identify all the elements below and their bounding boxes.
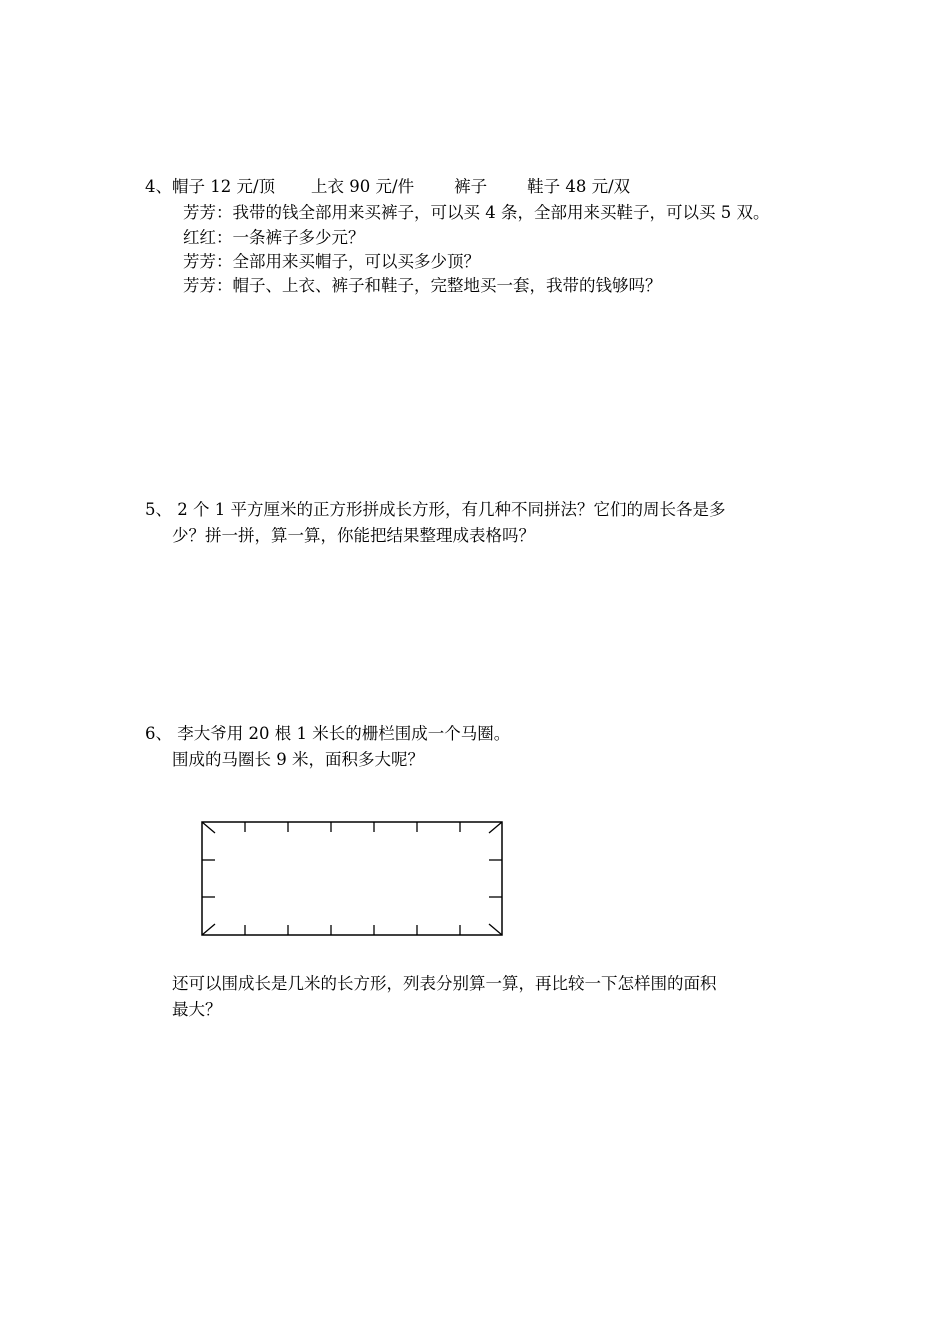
q5-text-line2: 少？拼一拼，算一算，你能把结果整理成表格吗？ [172,526,535,545]
q4-number: 4、 [145,177,172,196]
q4-header [145,177,630,197]
fence-right-posts [489,860,502,897]
fence-left-posts [202,860,215,897]
q4-dialogue-line: 芳芳：帽子、上衣、裤子和鞋子，完整地买一套，我带的钱够吗？ [183,276,662,295]
q4-shoes-price: 鞋子 48 元/双 [527,177,631,196]
fence-corner-posts [202,822,502,935]
q4-dialogue-line: 芳芳：全部用来买帽子，可以买多少顶？ [183,252,480,271]
q6-text-line1: 6、 李大爷用 20 根 1 米长的栅栏围成一个马圈。 [145,724,511,743]
fence-rectangle-diagram [198,818,508,942]
fence-bottom-posts [245,925,460,935]
fence-top-posts [245,822,460,832]
q4-dialogue-line: 红红：一条裤子多少元？ [183,228,365,247]
q6-text-line2: 围成的马圈长 9 米，面积多大呢？ [172,750,424,769]
q4-dialogue-line: 芳芳：我带的钱全部用来买裤子，可以买 4 条，全部用来买鞋子，可以买 5 双。 [183,203,770,222]
q6-text-line4: 最大？ [172,1000,222,1019]
fence-outline [202,822,502,935]
q4-coat-price: 上衣 90 元/件 [311,177,415,196]
q4-pants-label: 裤子 [454,177,488,196]
q4-hat-price: 帽子 12 元/顶 [172,177,276,196]
q6-text-line3: 还可以围成长是几米的长方形，列表分别算一算，再比较一下怎样围的面积 [172,974,717,993]
q5-text-line1: 5、 2 个 1 平方厘米的正方形拼成长方形，有几种不同拼法？它们的周长各是多 [145,500,726,519]
